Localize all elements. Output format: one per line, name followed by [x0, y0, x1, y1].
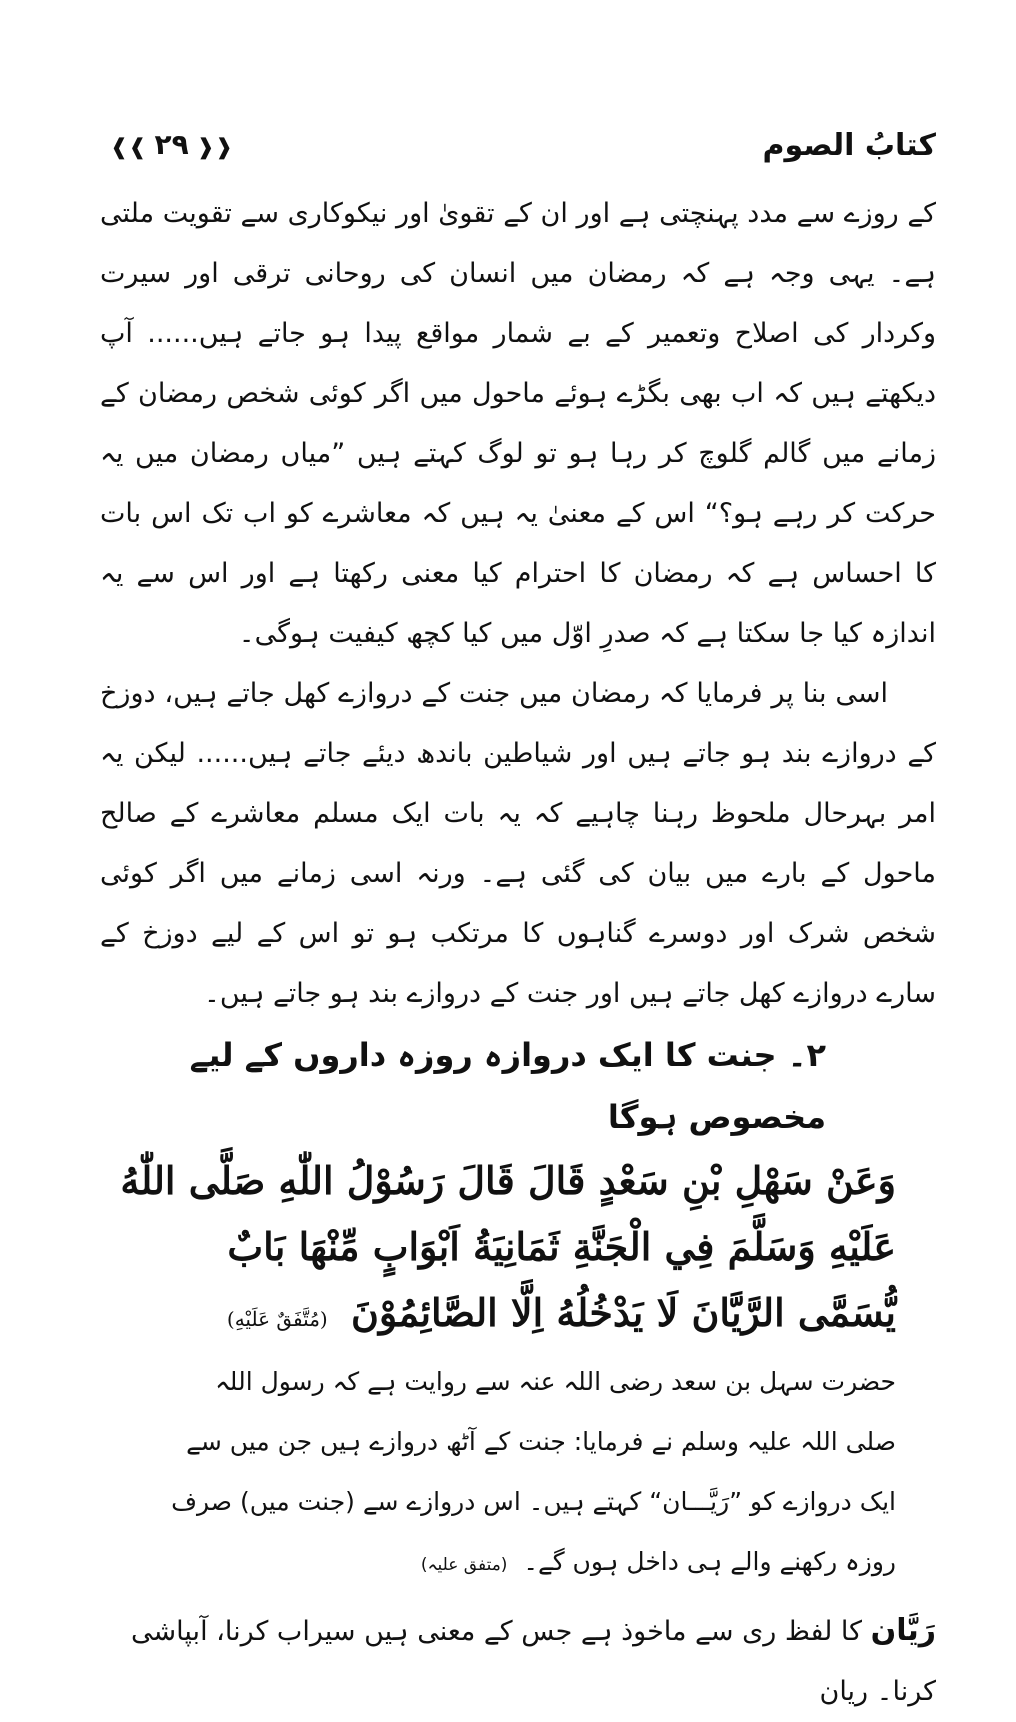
page-body	[100, 184, 936, 1722]
footnote-text: کا لفظ ری سے ماخوذ ہے جس کے معنی ہیں سیراب کرنا، آبپاشی کرنا۔ ریان	[131, 1616, 936, 1707]
page-number: ❰❰ ۲۹ ❱❱	[110, 128, 233, 161]
hadith-line-1: وَعَنْ سَهْلِ بْنِ سَعْدٍ قَالَ قَالَ رَسُوْلُ اللّٰهِ صَلَّى اللّٰهُ	[120, 1158, 896, 1203]
hadith-line-2: عَلَيْهِ وَسَلَّمَ فِي الْجَنَّةِ ثَمَانِيَةُ اَبْوَابٍ مِّنْهَا بَابٌ	[227, 1224, 896, 1269]
hadith-arabic-text	[100, 1148, 936, 1352]
page-header	[100, 128, 936, 178]
hadith-line-3-text: يُّسَمَّى الرَّيَّانَ لَا يَدْخُلُهُ اِلَّا الصَّائِمُوْنَ	[350, 1290, 896, 1335]
paragraph-2: اسی بنا پر فرمایا کہ رمضان میں جنت کے دروازے کھل جاتے ہیں، دوزخ کے دروازے بند ہو جاتے ہیں اور شیاطین باندھ دیئے جاتے ہیں...... لیکن یہ امر بہرحال ملحوظ رہنا چاہیے کہ یہ بات ایک مسلم معاشرے کے صالح ماحول کے بارے میں بیان کی گئی ہے۔ ورنہ اسی زمانے میں اگر کوئی شخص شرک اور دوسرے گناہوں کا مرتکب ہو تو اس کے لیے دوزخ کے سارے دروازے کھل جاتے ہیں اور جنت کے دروازے بند ہو جاتے ہیں۔	[100, 678, 936, 1009]
translation-text: حضرت سہل بن سعد رضی اللہ عنہ سے روایت ہے کہ رسول اللہ صلی اللہ علیہ وسلم نے فرمایا: جنت کے آٹھ دروازے ہیں جن میں سے ایک دروازے کو ”رَیَّـــان“ کہتے ہیں۔ اس دروازے سے (جنت میں) صرف روزہ رکھنے والے ہی داخل ہوں گے۔	[171, 1367, 896, 1576]
hadith-translation	[100, 1352, 936, 1595]
book-title: کتابُ الصوم	[762, 128, 936, 163]
footnote	[100, 1601, 936, 1722]
hadith-source: (مُتَّفَقٌ عَلَيْهِ)	[226, 1307, 328, 1331]
footnote-term: رَیَّان	[870, 1613, 936, 1648]
paragraph-1: کے روزے سے مدد پہنچتی ہے اور ان کے تقویٰ اور نیکوکاری سے تقویت ملتی ہے۔ یہی وجہ ہے کہ رمضان میں انسان کی روحانی ترقی اور سیرت وکردار کی اصلاح وتعمیر کے بے شمار مواقع پیدا ہو جاتے ہیں...... آپ دیکھتے ہیں کہ اب بھی بگڑے ہوئے ماحول میں اگر کوئی شخص رمضان کے زمانے میں گالم گلوچ کر رہا ہو تو لوگ کہتے ہیں ”میاں رمضان میں یہ حرکت کر رہے ہو؟“ اس کے معنیٰ یہ ہیں کہ معاشرے کو اب تک اس بات کا احساس ہے کہ رمضان کا احترام کیا معنی رکھتا ہے اور اس سے یہ اندازہ کیا جا سکتا ہے کہ صدرِ اوّل میں کیا کچھ کیفیت ہوگی۔	[100, 198, 936, 649]
section-heading: ۲۔ جنت کا ایک دروازہ روزہ داروں کے لیے مخصوص ہوگا	[189, 1036, 826, 1136]
hadith-line-3	[100, 1280, 896, 1352]
translation-source: (متفق علیہ)	[420, 1555, 508, 1575]
